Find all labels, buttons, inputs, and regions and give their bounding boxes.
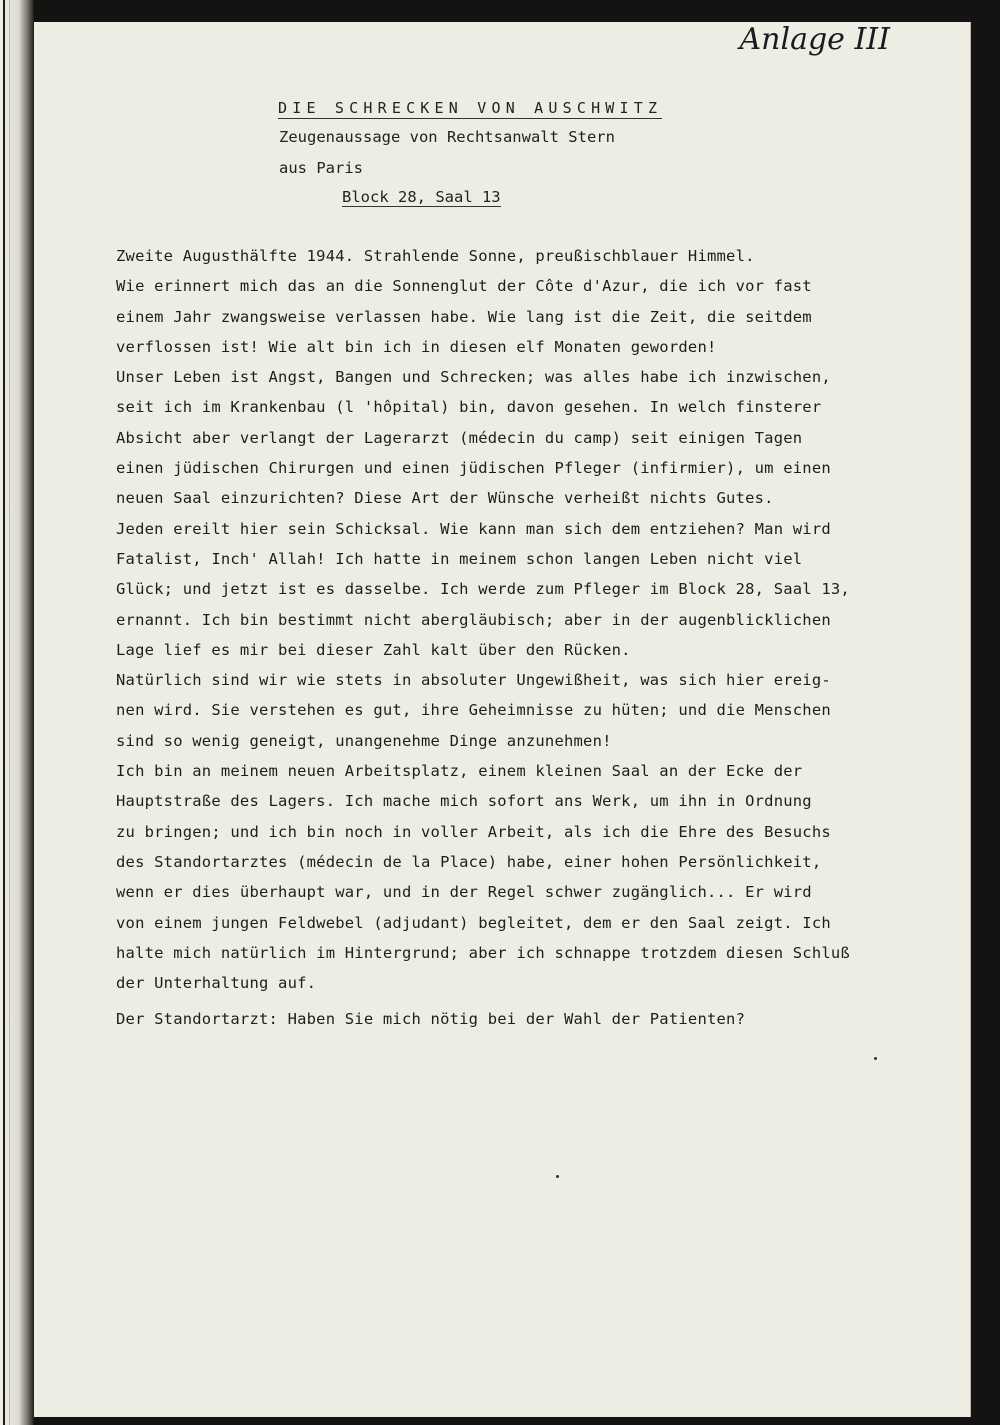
body-line: einem Jahr zwangsweise verlassen habe. Wie lang ist die Zeit, die seitdem [116, 307, 812, 326]
body-line: seit ich im Krankenbau (l 'hôpital) bin, davon gesehen. In welch finsterer [116, 398, 822, 417]
body-line: einen jüdischen Chirurgen und einen jüdischen Pfleger (infirmier), um einen [116, 459, 831, 478]
body-line: Natürlich sind wir wie stets in absoluter Ungewißheit, was sich hier ereig- [116, 671, 831, 690]
binding-edge-inner [9, 0, 10, 1425]
body-line: Fatalist, Inch' Allah! Ich hatte in meinem schon langen Leben nicht viel [116, 549, 803, 568]
body-line: Hauptstraße des Lagers. Ich mache mich sofort ans Werk, um ihn in Ordnung [116, 792, 812, 811]
body-line: des Standortarztes (médecin de la Place) habe, einer hohen Persönlichkeit, [116, 852, 822, 871]
document-subtitle-origin: aus Paris [279, 159, 363, 177]
binding-edge [3, 0, 5, 1425]
body-line: ernannt. Ich bin bestimmt nicht abergläubisch; aber in der augenblicklichen [116, 610, 831, 629]
body-line: Absicht aber verlangt der Lagerarzt (médecin du camp) seit einigen Tagen [116, 428, 803, 447]
body-line: wenn er dies überhaupt war, und in der Regel schwer zugänglich... Er wird [116, 883, 812, 902]
ink-speck [874, 1057, 877, 1060]
body-line: der Unterhaltung auf. [116, 974, 317, 993]
body-line: Zweite Augusthälfte 1944. Strahlende Sonne, preußischblauer Himmel. [116, 247, 755, 265]
document-title: DIE SCHRECKEN VON AUSCHWITZ [278, 99, 663, 117]
document-subtitle: Zeugenaussage von Rechtsanwalt Stern [279, 128, 615, 146]
body-line: nen wird. Sie verstehen es gut, ihre Geheimnisse zu hüten; und die Menschen [116, 701, 831, 720]
body-line: von einem jungen Feldwebel (adjudant) begleitet, dem er den Saal zeigt. Ich [116, 913, 831, 932]
body-line: Jeden ereilt hier sein Schicksal. Wie kann man sich dem entziehen? Man wird [116, 519, 831, 538]
handwritten-annotation: Anlage III [739, 22, 890, 57]
body-line: verflossen ist! Wie alt bin ich in diesen elf Monaten geworden! [116, 337, 717, 356]
body-line: sind so wenig geneigt, unangenehme Dinge anzunehmen! [116, 731, 612, 750]
body-line: halte mich natürlich im Hintergrund; aber ich schnappe trotzdem diesen Schluß [116, 943, 850, 962]
body-line: Der Standortarzt: Haben Sie mich nötig bei der Wahl der Patienten? [116, 1010, 746, 1029]
document-location: Block 28, Saal 13 [342, 188, 501, 206]
body-line: Ich bin an meinem neuen Arbeitsplatz, einem kleinen Saal an der Ecke der [116, 762, 803, 781]
book-binding [0, 0, 34, 1425]
body-line: Unser Leben ist Angst, Bangen und Schrecken; was alles habe ich inzwischen, [116, 368, 831, 387]
body-line: Glück; und jetzt ist es dasselbe. Ich werde zum Pfleger im Block 28, Saal 13, [116, 580, 850, 599]
body-line: Wie erinnert mich das an die Sonnenglut der Côte d'Azur, die ich vor fast [116, 277, 812, 296]
body-line: Lage lief es mir bei dieser Zahl kalt über den Rücken. [116, 640, 631, 659]
body-line: zu bringen; und ich bin noch in voller Arbeit, als ich die Ehre des Besuchs [116, 822, 831, 841]
ink-speck [556, 1175, 559, 1178]
document-body [116, 241, 936, 1035]
body-line: neuen Saal einzurichten? Diese Art der Wünsche verheißt nichts Gutes. [116, 489, 774, 508]
